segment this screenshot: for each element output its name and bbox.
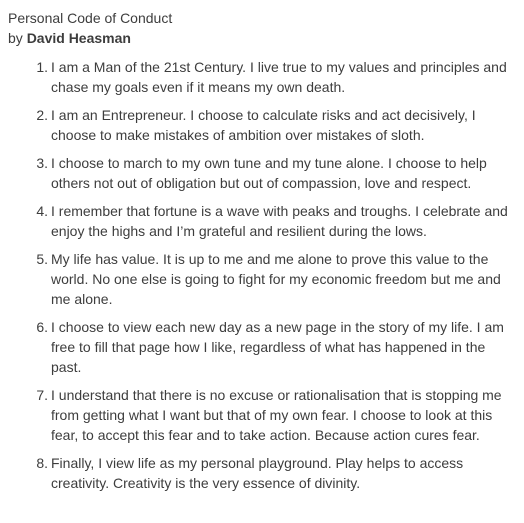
byline-prefix: by	[8, 30, 23, 46]
list-item	[8, 201, 516, 241]
item-text: I understand that there is no excuse or rationalisation that is stopping me from getting what I want but that of my own fear. I choose to look at this fear, to accept this fear and to take action. Because action cures fear.	[51, 387, 502, 443]
item-text: I am an Entrepreneur. I choose to calculate risks and act decisively, I choose to make mistakes of ambition over mistakes of sloth.	[51, 107, 476, 143]
list-item	[8, 105, 516, 145]
item-text: I remember that fortune is a wave with peaks and troughs. I celebrate and enjoy the highs and I’m grateful and resilient during the lows.	[51, 203, 508, 239]
code-of-conduct-list	[8, 57, 516, 493]
item-number: 8.	[36, 455, 48, 471]
item-number: 1.	[36, 59, 48, 75]
byline	[8, 28, 516, 48]
item-number: 7.	[36, 387, 48, 403]
author-name: David Heasman	[26, 30, 131, 46]
item-number: 6.	[36, 319, 48, 335]
document-title: Personal Code of Conduct	[8, 10, 173, 26]
item-number: 2.	[36, 107, 48, 123]
item-text: I choose to march to my own tune and my tune alone. I choose to help others not out of obligation but out of compassion, love and respect.	[51, 155, 487, 191]
list-item	[8, 317, 516, 377]
list-item	[8, 385, 516, 445]
list-item	[8, 249, 516, 309]
item-number: 5.	[36, 251, 48, 267]
list-item	[8, 453, 516, 493]
list-item	[8, 153, 516, 193]
item-text: I choose to view each new day as a new page in the story of my life. I am free to fill that page how I like, regardless of what has happened in the past.	[51, 319, 504, 375]
item-number: 3.	[36, 155, 48, 171]
item-text: My life has value. It is up to me and me alone to prove this value to the world. No one else is going to fight for my economic freedom but me and me alone.	[51, 251, 501, 307]
list-item	[8, 57, 516, 97]
item-text: I am a Man of the 21st Century. I live true to my values and principles and chase my goals even if it means my own death.	[51, 59, 507, 95]
item-number: 4.	[36, 203, 48, 219]
item-text: Finally, I view life as my personal playground. Play helps to access creativity. Creativity is the very essence of divinity.	[51, 455, 464, 491]
